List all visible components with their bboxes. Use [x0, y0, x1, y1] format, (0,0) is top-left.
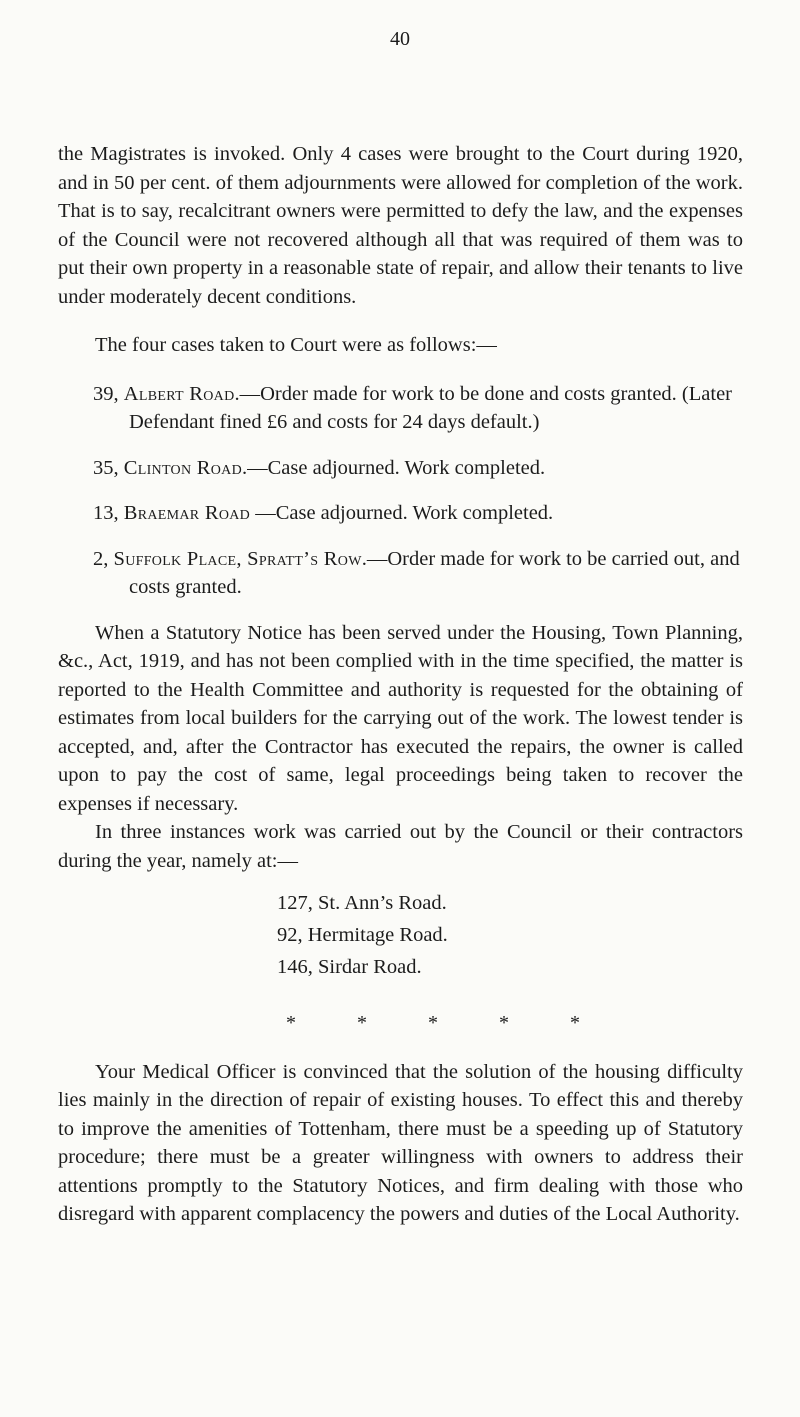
court-case-item: [58, 454, 743, 483]
case-address: Suffolk Place, Spratt’s Row: [113, 547, 362, 570]
repair-address-item: 146, Sirdar Road.: [277, 956, 422, 978]
separator-star: *: [570, 1012, 580, 1034]
case-number: 2,: [93, 547, 109, 570]
paragraph-3: When a Statutory Notice has been served under the Housing, Town Planning, &c., Act, 1919, and has not been complied with in the time specified, the matter is reported to the Health Committee and authority is requested for the obtaining of estimates from local builders for the carrying out of the work. The lowest tender is accepted, and, after the Contractor has executed the repairs, the owner is called upon to pay the cost of same, legal proceedings being taken to recover the expenses if necessary.: [58, 621, 743, 815]
case-number: 13,: [93, 502, 119, 524]
repair-address-item: 127, St. Ann’s Road.: [277, 892, 447, 914]
court-cases-list: [58, 380, 743, 602]
case-details: .—Order made for work to be carried out, and costs granted.: [129, 547, 740, 598]
separator-star: *: [357, 1012, 367, 1034]
page-number: 40: [390, 28, 410, 50]
repair-address-list: [58, 887, 743, 983]
body-text: [58, 140, 743, 1229]
case-details: .—Order made for work to be done and costs granted. (Later Defendant fined £6 and costs for 24 days default.): [129, 382, 732, 433]
repair-address-item: 92, Hermitage Road.: [277, 924, 448, 946]
case-details: —Case adjourned. Work completed.: [250, 502, 554, 524]
case-number: 35,: [93, 456, 119, 479]
court-case-item: [58, 545, 743, 602]
court-case-item: [58, 499, 743, 528]
paragraph-1: the Magistrates is invoked. Only 4 cases were brought to the Court during 1920, and in 50 per cent. of them adjournments were allowed for completion of the work. That is to say, recalcitrant owners were permitted to defy the law, and the expenses of the Council were not recovered although all that was required of them was to put their own property in a reasonable state of repair, and allow their tenants to live under moderately decent conditions.: [58, 143, 743, 308]
case-address: Clinton Road: [123, 456, 242, 479]
separator-star: *: [428, 1012, 438, 1034]
paragraph-4: In three instances work was carried out by the Council or their contractors during the year, namely at:—: [58, 821, 743, 872]
paragraph-5: Your Medical Officer is convinced that the solution of the housing difficulty lies mainly in the direction of repair of existing houses. To effect this and thereby to improve the amenities of Tottenham, there must be a speeding up of Statutory procedure; there must be a greater willingness with owners to address their attentions promptly to the Statutory Notices, and firm dealing with those who disregard with apparent complacency the powers and duties of the Local Authority.: [58, 1060, 743, 1225]
case-address: Albert Road: [123, 382, 235, 405]
case-number: 39,: [93, 382, 119, 405]
separator-star: *: [499, 1012, 509, 1034]
court-case-item: [58, 380, 743, 437]
section-separator: [58, 1009, 743, 1038]
paragraph-2: The four cases taken to Court were as follows:—: [95, 334, 497, 356]
separator-star: *: [286, 1012, 296, 1034]
case-address: Braemar Road: [123, 502, 251, 524]
case-details: .—Case adjourned. Work completed.: [242, 456, 546, 479]
